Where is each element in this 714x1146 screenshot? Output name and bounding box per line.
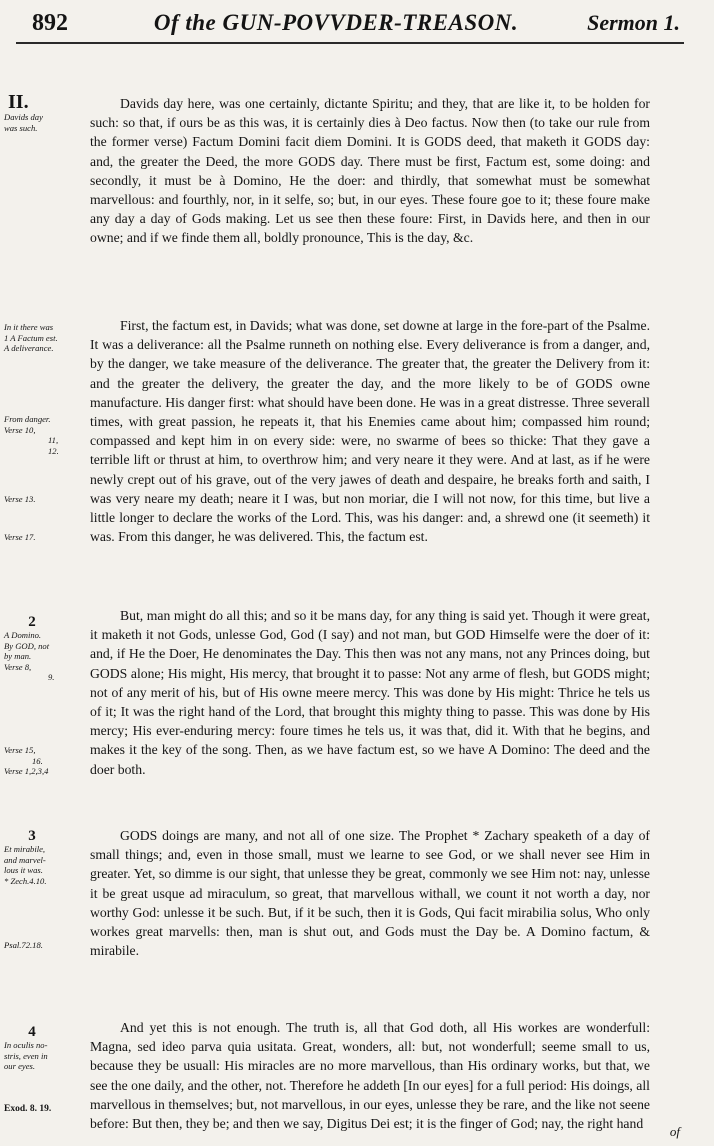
margin-note-line: Psal.72.18. (4, 940, 43, 950)
margin-note-line: Verse 10, (4, 424, 36, 435)
sermon-label: Sermon 1. (587, 10, 680, 35)
margin-note-2 (4, 322, 88, 354)
body-paragraph-1: Davids day here, was one certainly, dictante Spiritu; and they, that are like it, to be holden for such: so that, if ours be as this was, it is certainly dies à Deo factus. Now then (to take our rule from the former verse) Factum Domini facit diem Domini. It is GODS deed, that maketh it GODS day: and, the greater the Deed, the more GODS day. There must be first, Factum est, some doing: and secondly, it must be à Domino, He the doer: and thirdly, that somewhat must be somewhat marvellous: and fourthly, nor, in it selfe, so; but, in our eyes. These foure goe to it; these foure make any day a day of Gods making. Let us see then these foure: First, in Davids here, and then in our owne; and if we finde them all, boldly pronounce, This is the day, &c. (90, 96, 650, 246)
catchword: of (669, 1124, 680, 1139)
margin-note-line: was such. (4, 122, 38, 133)
margin-note-line: Exod. 8. 19. (4, 1104, 52, 1114)
margin-note-line: Verse 8, (4, 661, 32, 672)
margin-note-4 (4, 494, 88, 505)
margin-note-line: Verse 1,2,3,4 (4, 766, 49, 777)
margin-note-line: By GOD, not (4, 640, 50, 651)
margin-note-3 (4, 414, 88, 456)
margin-note-9 (4, 940, 88, 951)
margin-note-line: Verse 13. (4, 494, 36, 504)
margin-note-line: A Domino. (4, 630, 42, 640)
body-paragraph-5: And yet this is not enough. The truth is, all that God doth, all His workes are wonderfull: Magna, sed ideo parva quia usitata. Great, wonders, all: but, not wonderfull; seeme small to us, because they be usuall: His miracles are no more marvellous, than His ordinary works, but that, we see the one daily, and the other, not. Therefore he addeth [In our eyes] for a full period: His doings, all marvellous in themselves; but, not marvellous, in our eyes, unlesse they be rare, and the like not seene before: But then, they be; and then we say, Digitus Dei est; it is the finger of God; nay, the right hand (90, 1020, 650, 1132)
margin-note-number: II. (8, 91, 29, 113)
body-paragraph-3: But, man might do all this; and so it be mans day, for any thing is said yet. Though it were great, it maketh it not Gods, unlesse God, God (I say) and not man, but GOD Himselfe were the doer of it: and, if He the Doer, He denominates the Day. This then was not any mans, not any Princes doing, but GODS alone; His might, His mercy, that brought it to passe: Not any arme of flesh, but GODS might; not of any merit of his, but of His owne meere mercy. This was done by His might: Thrice he tels us of it; It was the right hand of the Lord, that brought this mighty thing to passe. This was done by His mercy; His ever-enduring mercy: foure times he tels us, it was that, did it. With that he begins, and makes it the key of the song. Then, as we have factum est, so we have A Domino: The deed and the doer both. (90, 608, 650, 777)
margin-note-line: A deliverance. (4, 343, 54, 354)
margin-note-line: 9. (48, 672, 55, 683)
margin-note-line: In oculis no- (4, 1040, 48, 1050)
margin-note-line: From danger. (4, 414, 51, 424)
margin-note-line: stris, even in (4, 1050, 48, 1061)
margin-note-10 (4, 1024, 88, 1072)
margin-note-line: 11, (48, 435, 59, 446)
margin-note-1 (4, 92, 88, 133)
margin-note-line: Davids day (4, 112, 43, 122)
margin-note-line: In it there was (4, 322, 54, 332)
margin-note-8 (4, 828, 88, 886)
margin-note-line: by man. (4, 651, 32, 662)
margin-note-number: 2 (28, 614, 36, 630)
margin-note-line: 16. (32, 755, 43, 766)
margin-note-7 (4, 745, 88, 777)
running-title: Of the GUN-POVVDER-TREASON. (153, 10, 519, 35)
margin-note-line: lous it was. (4, 865, 43, 876)
margin-note-line: Et mirabile, (4, 844, 46, 854)
margin-note-line: 12. (48, 445, 59, 456)
margin-note-number: 4 (28, 1024, 36, 1040)
body-paragraph-2: First, the factum est, in Davids; what was done, set downe at large in the fore-part of the Psalme. It was a deliverance: all the Psalme runneth on nothing else. Every deliverance is from a danger, and, by the danger, we take measure of the deliverance. The greater that, the greater the Delivery from it: and the greater the delivery, the greater the day, and the more likely to be of GODS owne manufacture. His danger first: what should have been done. He was in a great distresse. Three severall times, with great passion, he repeats it, that his Enemies came about him; compassed him round; compassed and kept him in on every side: were, no swarme of bees so thicke: That they gave a terrible lift or thrust at him, to overthrow him; and very neare it they were. And at last, as if he were newly crept out of his grave, out of the very jawes of death and despaire, he breaks forth and saith, I was very neare my death; neare it I was, but non moriar, die I will not now, for this time, but live a little longer to declare the works of the Lord. This, was his danger: and, a shrewd one (it seemeth) it was. From this danger, he was delivered. This, the factum est. (90, 318, 650, 545)
running-header (16, 8, 684, 44)
margin-note-number: 3 (28, 828, 36, 844)
margin-note-6 (4, 614, 88, 683)
page-number: 892 (32, 10, 68, 36)
margin-note-line: Verse 17. (4, 532, 36, 542)
margin-note-line: and marvel- (4, 854, 46, 865)
body-paragraph-4: GODS doings are many, and not all of one size. The Prophet * Zachary speaketh of a day of small things; and, even in those small, must we learne to see God, or we shall never see Him in greater. Yet, so dimme is our sight, that unlesse they be great, commonly we see Him not: nay, unlesse it be great usque ad miraculum, so great, that marvellous withall, we count it not worth a day, nor worthy God: unlesse it be such. But, if it be such, then it is Gods, Qui facit mirabilia solus, Who only workes great marvells: then, man is shut out, and Gods must the Day be. A Domino factum, & mirabile. (90, 828, 650, 959)
margin-note-line: our eyes. (4, 1061, 36, 1072)
margin-note-line: Verse 15, (4, 745, 36, 755)
margin-note-5 (4, 532, 88, 543)
margin-note-line: * Zech.4.10. (4, 875, 47, 886)
margin-note-11 (4, 1104, 88, 1115)
margin-note-line: 1 A Factum est. (4, 332, 58, 343)
